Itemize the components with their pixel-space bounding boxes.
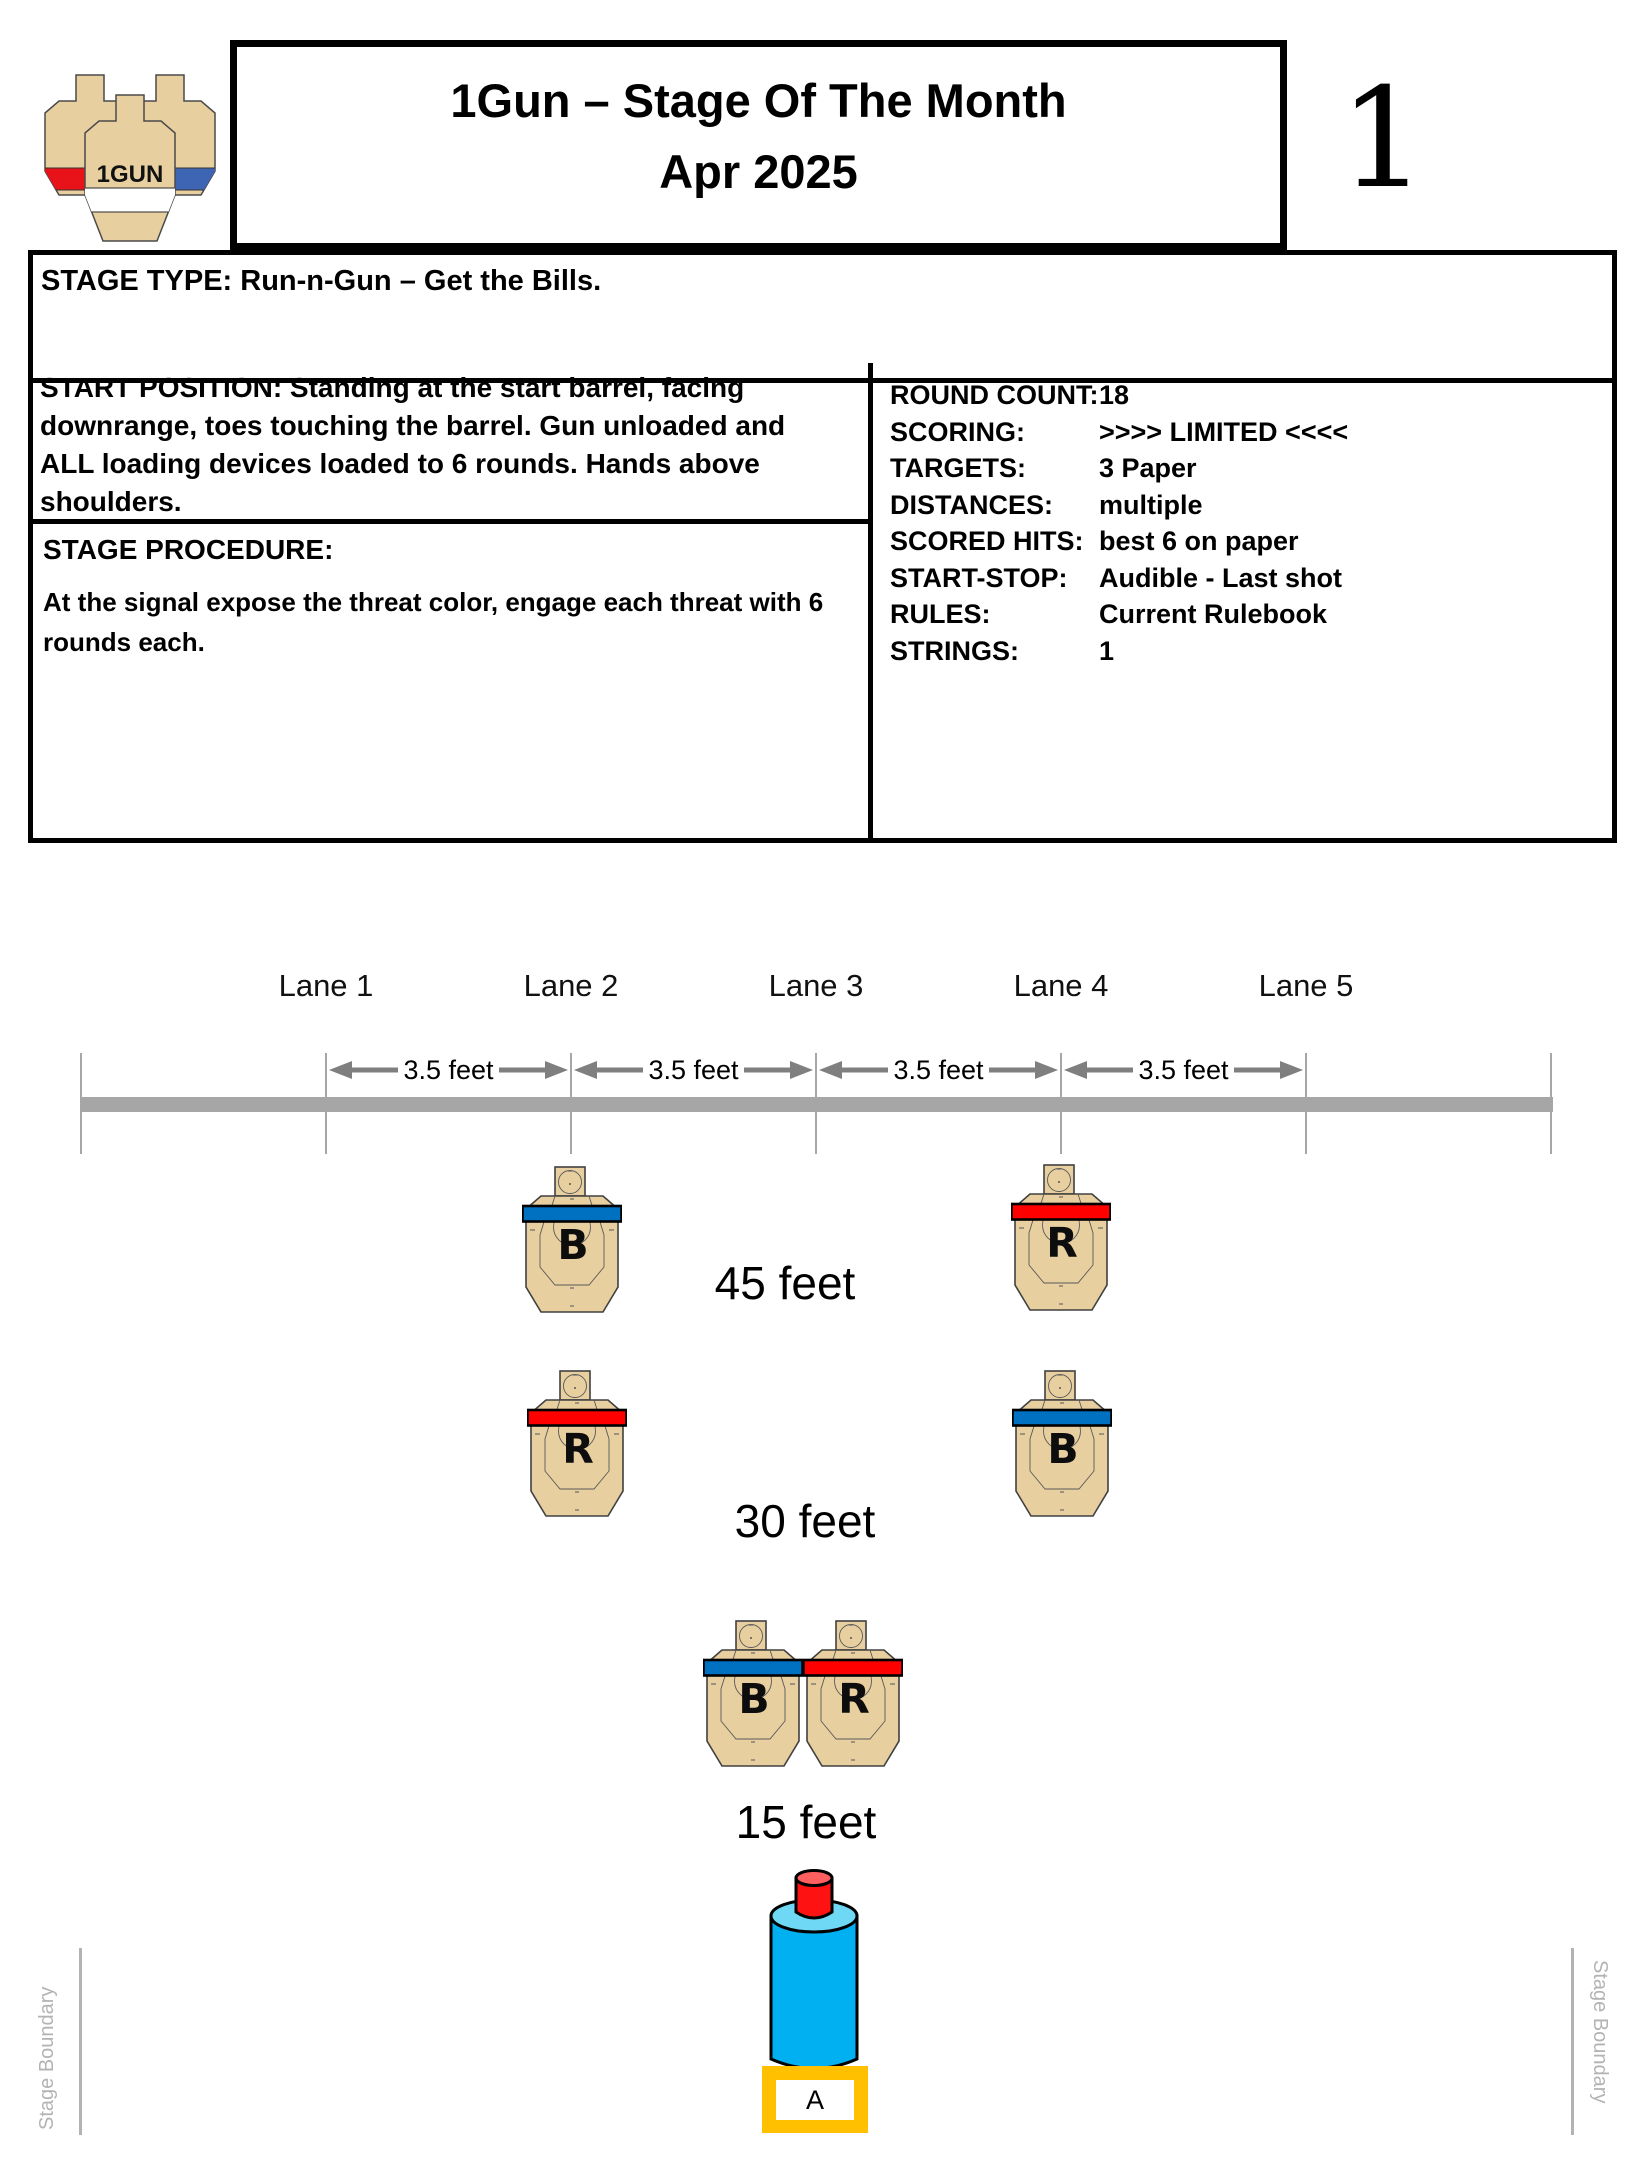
arrow-left-icon	[1064, 1061, 1087, 1079]
start-barrel	[758, 1866, 870, 2078]
info-row	[890, 377, 1612, 414]
info-row-value: best 6 on paper	[1099, 526, 1299, 556]
info-row-label: STRINGS:	[890, 635, 1020, 666]
1gun-logo	[42, 68, 218, 246]
info-row	[890, 523, 1612, 560]
stage-procedure-line: rounds each.	[43, 627, 205, 657]
info-row	[890, 560, 1612, 597]
lane-spacing-dimension	[326, 1052, 571, 1088]
info-row-value: multiple	[1099, 489, 1203, 520]
target-threat-stripe	[1012, 1204, 1111, 1220]
target-threat-stripe	[528, 1410, 627, 1426]
lane-label: Lane 2	[523, 968, 619, 1003]
target-threat-stripe	[804, 1660, 903, 1676]
info-row-value: 18	[1099, 380, 1130, 410]
info-row	[890, 596, 1612, 633]
start-position-line: ALL loading devices loaded to 6 rounds. Hands above	[40, 448, 760, 479]
stage-procedure	[33, 518, 868, 838]
arrow-right-icon	[1280, 1061, 1303, 1079]
lane-spacing-label: 3.5 feet	[403, 1055, 494, 1085]
stage-type: STAGE TYPE: Run-n-Gun – Get the Bills.	[33, 255, 1612, 383]
paper-target-blue	[1012, 1370, 1112, 1518]
info-row-value: Current Rulebook	[1099, 599, 1328, 629]
title-box	[230, 40, 1287, 250]
info-row-label: START-STOP:	[890, 562, 1068, 593]
logo-text: 1GUN	[96, 161, 164, 188]
lane-spacing-dimension	[816, 1052, 1061, 1088]
start-position	[33, 363, 868, 524]
stage-info-box	[28, 250, 1617, 843]
page-title: 1Gun – Stage Of The Month	[450, 74, 1067, 127]
lane-spacing-label: 3.5 feet	[893, 1055, 984, 1085]
stage-procedure-line: At the signal expose the threat color, engage each threat with 6	[43, 587, 824, 617]
info-row-label: TARGETS:	[890, 453, 1026, 483]
target-letter: R	[838, 1675, 870, 1723]
arrow-left-icon	[574, 1061, 597, 1079]
info-row-label: SCORED HITS:	[890, 526, 1084, 556]
target-threat-stripe	[1013, 1410, 1112, 1426]
paper-target-red	[1011, 1164, 1111, 1312]
arrow-right-icon	[1035, 1061, 1058, 1079]
lane-tick	[1550, 1053, 1552, 1154]
info-row-value: >>>> LIMITED <<<<	[1099, 416, 1349, 447]
target-letter: B	[738, 1675, 770, 1723]
paper-target-blue	[703, 1620, 803, 1768]
start-position-marker	[762, 2066, 868, 2133]
stage-procedure-heading: STAGE PROCEDURE:	[43, 534, 334, 565]
target-threat-stripe	[523, 1206, 622, 1222]
stage-boundary-line-left	[79, 1948, 82, 2135]
lane-spacing-label: 3.5 feet	[648, 1055, 739, 1085]
info-row	[890, 450, 1612, 487]
target-letter: R	[1046, 1219, 1078, 1267]
info-left-column	[33, 363, 873, 838]
paper-target-red	[527, 1370, 627, 1518]
target-letter: R	[562, 1425, 594, 1473]
barrel-cap-top	[796, 1871, 832, 1886]
arrow-right-icon	[545, 1061, 568, 1079]
distance-label: 15 feet	[735, 1796, 877, 1848]
distance-label: 45 feet	[714, 1257, 856, 1309]
barrel-body	[771, 1916, 857, 2069]
arrow-right-icon	[790, 1061, 813, 1079]
info-row-value: Audible - Last shot	[1099, 562, 1342, 593]
lane-spacing-label: 3.5 feet	[1138, 1055, 1229, 1085]
info-row-value: 1	[1099, 635, 1115, 666]
start-position-line: downrange, toes touching the barrel. Gun unloaded and	[40, 410, 786, 441]
info-row-value: 3 Paper	[1099, 453, 1197, 483]
stage-procedure-text	[43, 582, 860, 662]
info-row-label: ROUND COUNT:	[890, 380, 1099, 410]
start-position-label: A	[776, 2080, 854, 2120]
info-row-label: DISTANCES:	[890, 489, 1054, 520]
lane-label: Lane 5	[1258, 968, 1354, 1003]
lane-label: Lane 4	[1013, 968, 1109, 1003]
lane-tick	[80, 1053, 82, 1154]
start-position-line: shoulders.	[40, 486, 182, 517]
info-row-label: RULES:	[890, 599, 991, 629]
lane-spacing-dimension	[571, 1052, 816, 1088]
target-letter: B	[557, 1221, 589, 1269]
target-threat-stripe	[704, 1660, 803, 1676]
info-right-column	[873, 363, 1612, 838]
lane-label: Lane 1	[278, 968, 374, 1003]
info-row	[890, 633, 1612, 670]
logo-white-band	[82, 188, 178, 212]
lane-spacing-dimension	[1061, 1052, 1306, 1088]
target-letter: B	[1047, 1425, 1079, 1473]
stage-boundary-label-right: Stage Boundary	[1589, 1960, 1611, 2104]
info-row	[890, 414, 1612, 451]
info-row-label: SCORING:	[890, 416, 1025, 447]
distance-label: 30 feet	[734, 1495, 876, 1547]
lane-label: Lane 3	[768, 968, 864, 1003]
sheet-number: 1	[1339, 58, 1427, 219]
arrow-left-icon	[329, 1061, 352, 1079]
stage-boundary-label-left: Stage Boundary	[36, 1986, 58, 2130]
paper-target-red	[803, 1620, 903, 1768]
start-position-line: START POSITION: Standing at the start barrel, facing	[40, 372, 745, 403]
stage-boundary-line-right	[1571, 1948, 1574, 2135]
page-subtitle-month: Apr 2025	[659, 145, 858, 198]
paper-target-blue	[522, 1166, 622, 1314]
info-row	[890, 487, 1612, 524]
arrow-left-icon	[819, 1061, 842, 1079]
